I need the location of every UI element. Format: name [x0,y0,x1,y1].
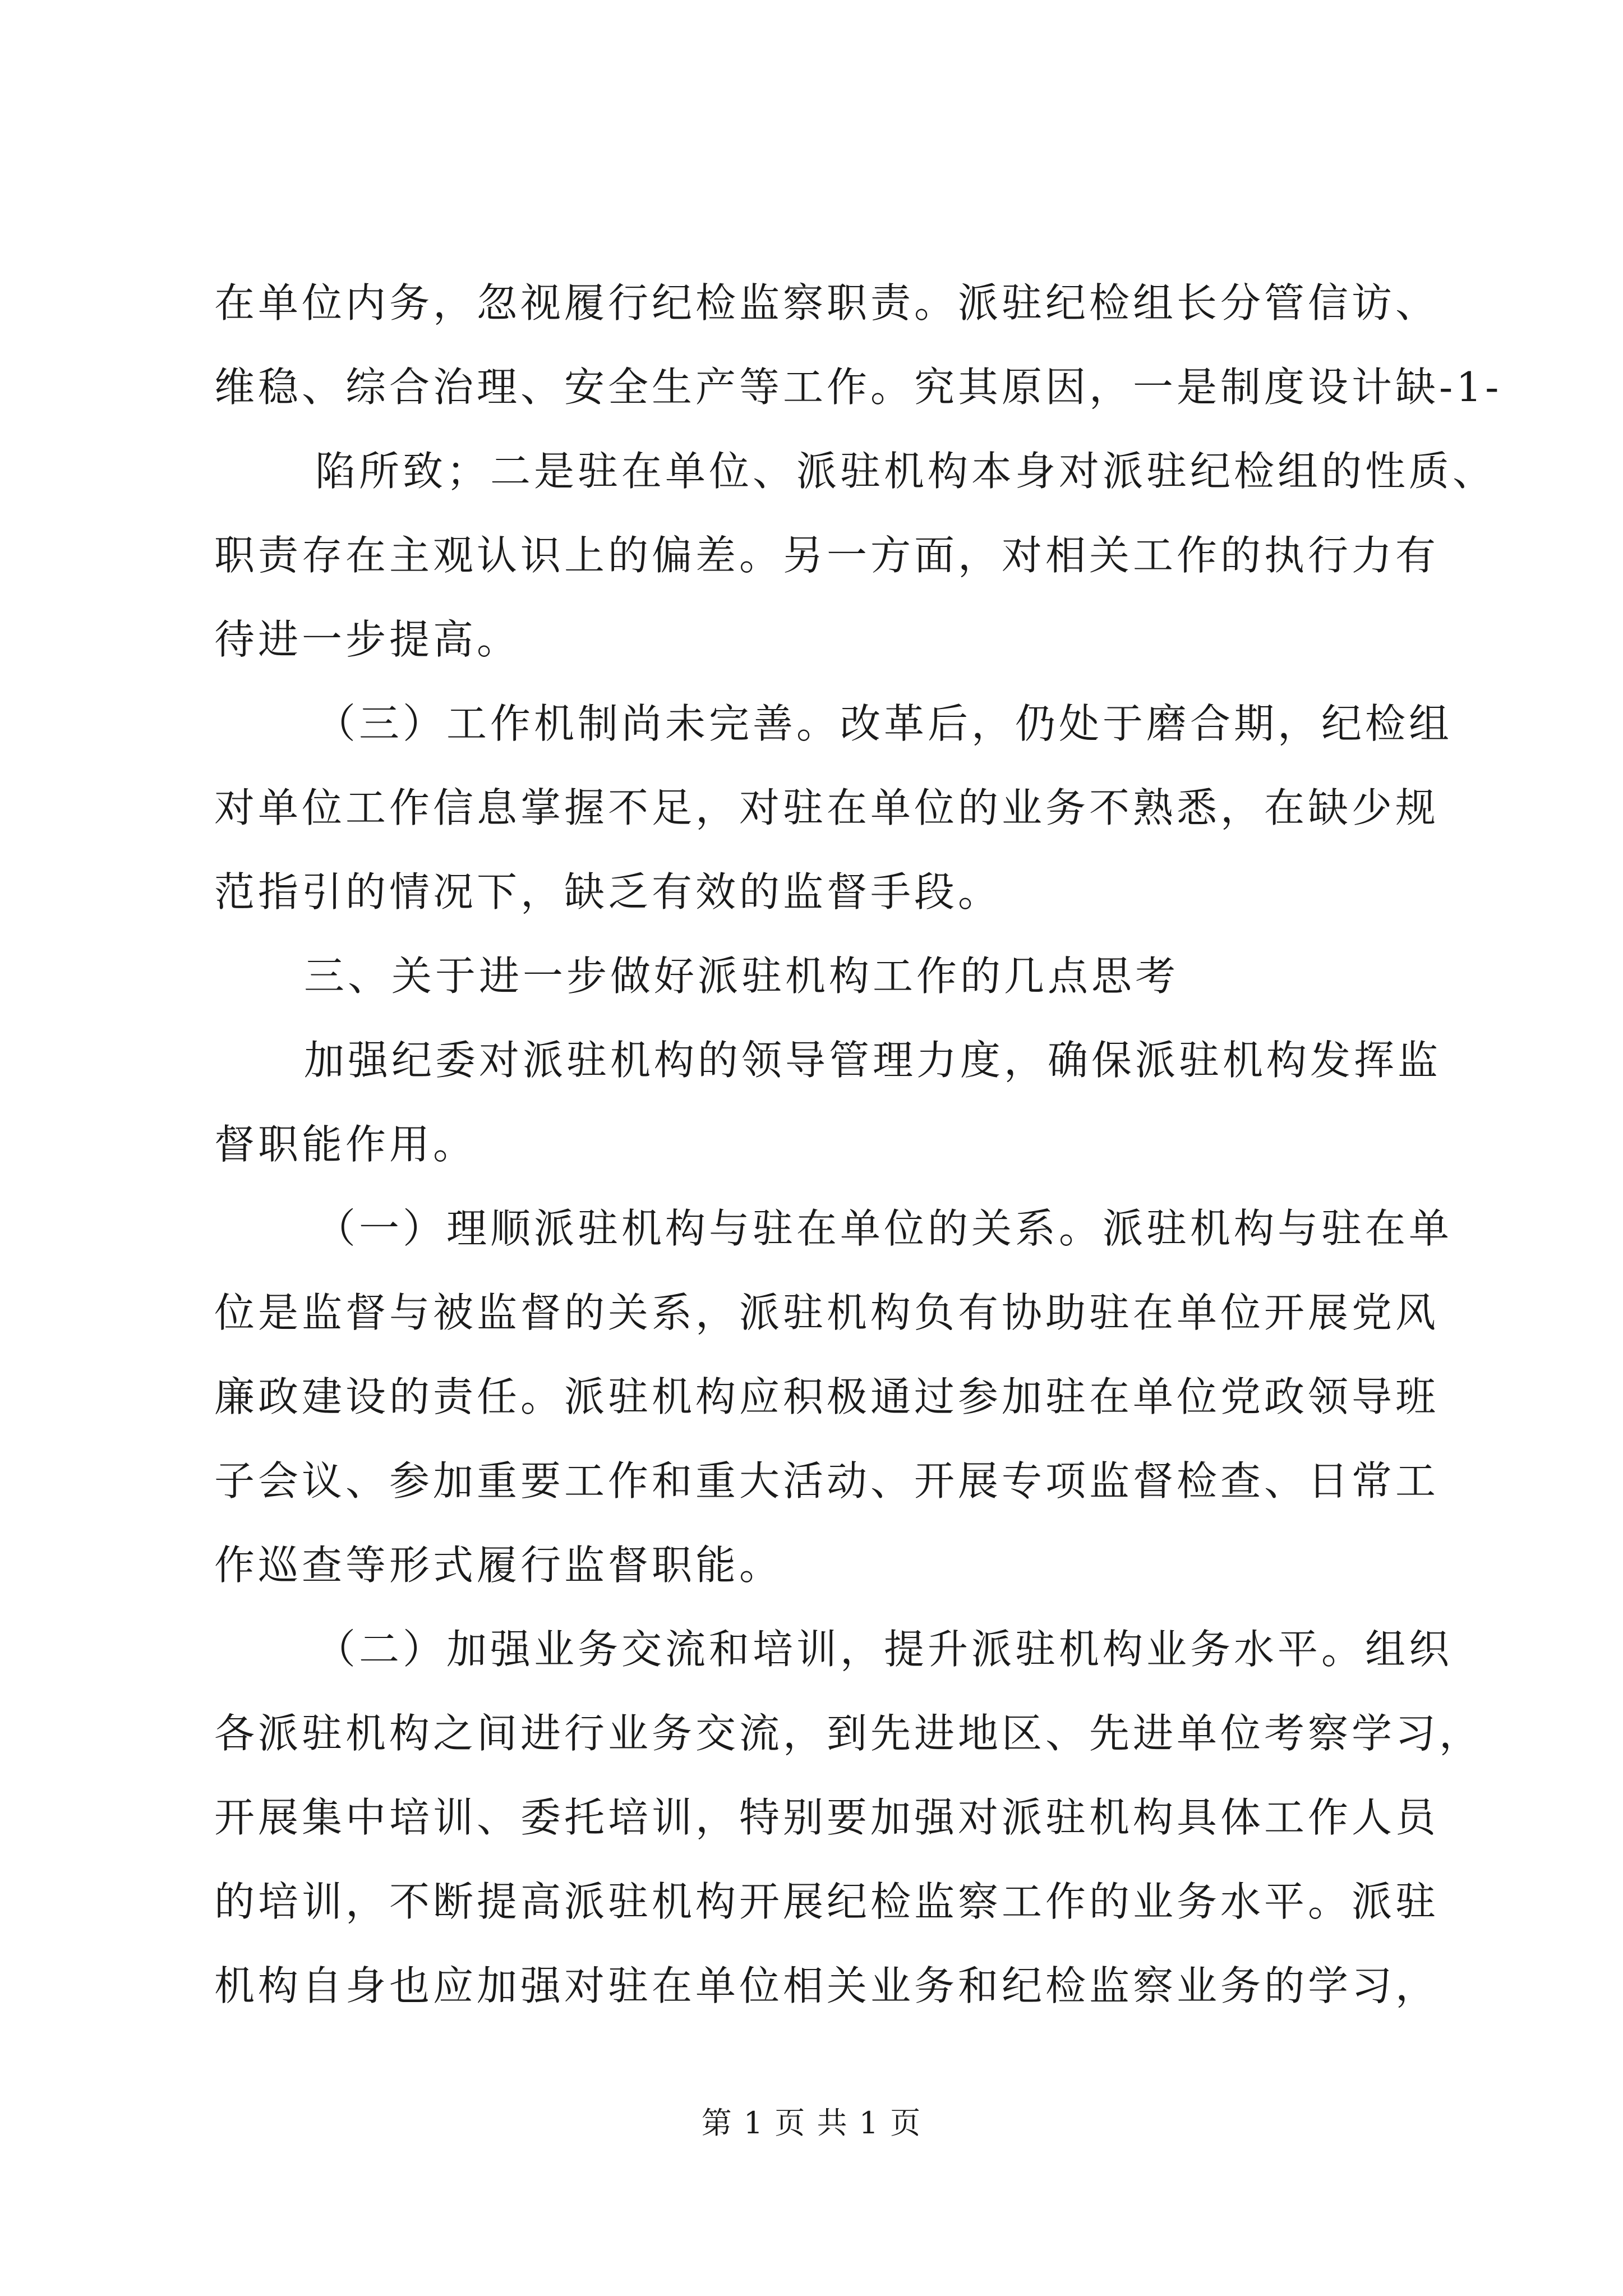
text-line: 机构自身也应加强对驻在单位相关业务和纪检监察业务的学习， [214,1962,1440,2009]
text-line: 范指引的情况下，缺乏有效的监督手段。 [214,868,1002,915]
text-line: 廉政建设的责任。派驻机构应积极通过参加驻在单位党政领导班 [214,1373,1440,1420]
text-line: 各派驻机构之间进行业务交流，到先进地区、先进单位考察学习， [214,1710,1483,1757]
text-line: 加强纪委对派驻机构的领导管理力度，确保派驻机构发挥监 [304,1037,1442,1084]
text-line: 位是监督与被监督的关系，派驻机构负有协助驻在单位开展党风 [214,1289,1440,1336]
page-footer: 第 1 页 共 1 页 [701,2105,922,2141]
text-line: 子会议、参加重要工作和重大活动、开展专项监督检查、日常工 [214,1457,1440,1504]
text-line: 待进一步提高。 [214,616,521,663]
text-line: 开展集中培训、委托培训，特别要加强对派驻机构具体工作人员 [214,1794,1440,1841]
text-line: 督职能作用。 [214,1121,477,1168]
text-line: 的培训，不断提高派驻机构开展纪检监察工作的业务水平。派驻 [214,1878,1440,1925]
text-line: 对单位工作信息掌握不足，对驻在单位的业务不熟悉，在缺少规 [214,784,1440,831]
text-line: 维稳、综合治理、安全生产等工作。究其原因，一是制度设计缺-1- [214,364,1502,411]
text-line: 作巡查等形式履行监督职能。 [214,1542,783,1589]
text-line: （二）加强业务交流和培训，提升派驻机构业务水平。组织 [315,1626,1453,1673]
section-heading: 三、关于进一步做好派驻机构工作的几点思考 [304,953,1179,1000]
text-line: 陷所致；二是驻在单位、派驻机构本身对派驻纪检组的性质、 [315,448,1497,495]
text-line: （一）理顺派驻机构与驻在单位的关系。派驻机构与驻在单 [315,1205,1453,1252]
text-line: （三）工作机制尚未完善。改革后，仍处于磨合期，纪检组 [315,700,1453,747]
text-line: 在单位内务，忽视履行纪检监察职责。派驻纪检组长分管信访、 [214,279,1440,326]
text-line: 职责存在主观认识上的偏差。另一方面，对相关工作的执行力有 [214,532,1440,579]
